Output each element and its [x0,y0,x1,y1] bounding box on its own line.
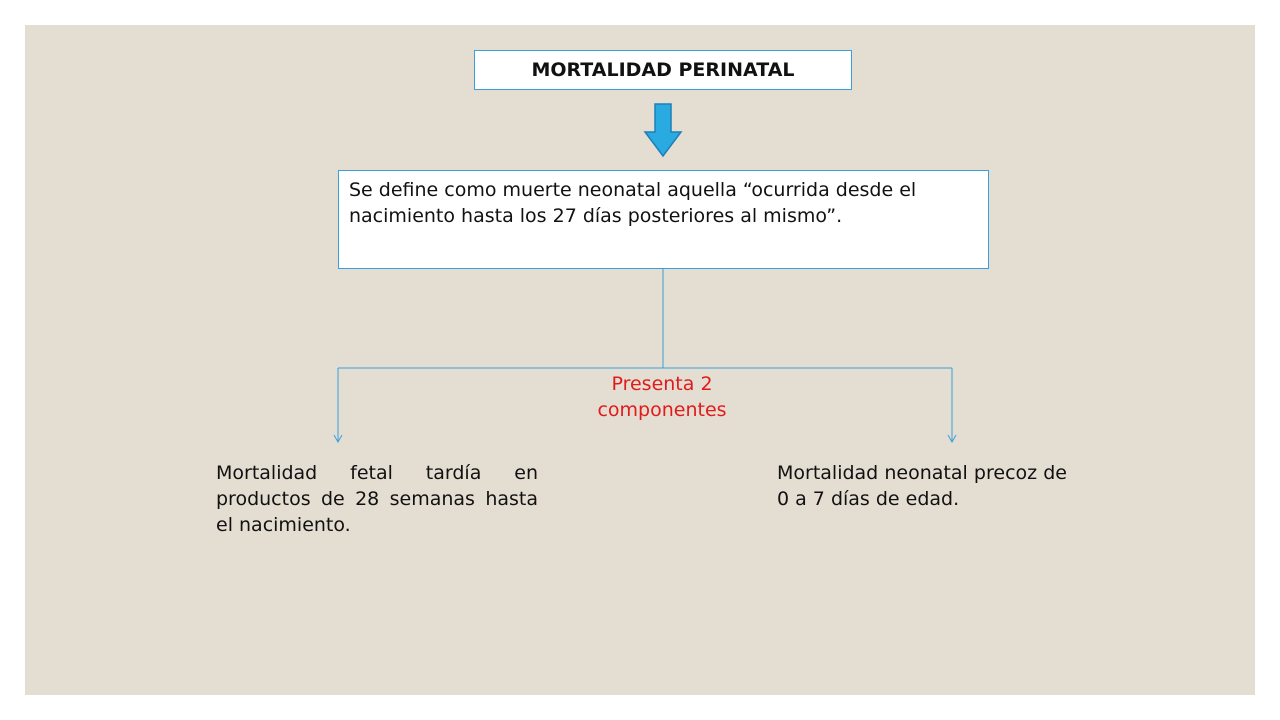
diagram-title: MORTALIDAD PERINATAL [531,59,795,81]
branch-label: Presenta 2 componentes [597,373,727,421]
definition-box [338,170,989,269]
definition-text: Se define como muerte neonatal aquella “ocurrida desde el nacimiento hasta los 27 días posteriores al mismo”. [349,179,917,228]
title-box [474,50,852,90]
component-left-text: Mortalidad fetal tardía en productos de 28 semanas hasta el nacimiento. [216,462,538,537]
component-right-text: Mortalidad neonatal precoz de 0 a 7 días de edad. [777,462,1067,511]
down-arrow-icon [645,104,681,156]
